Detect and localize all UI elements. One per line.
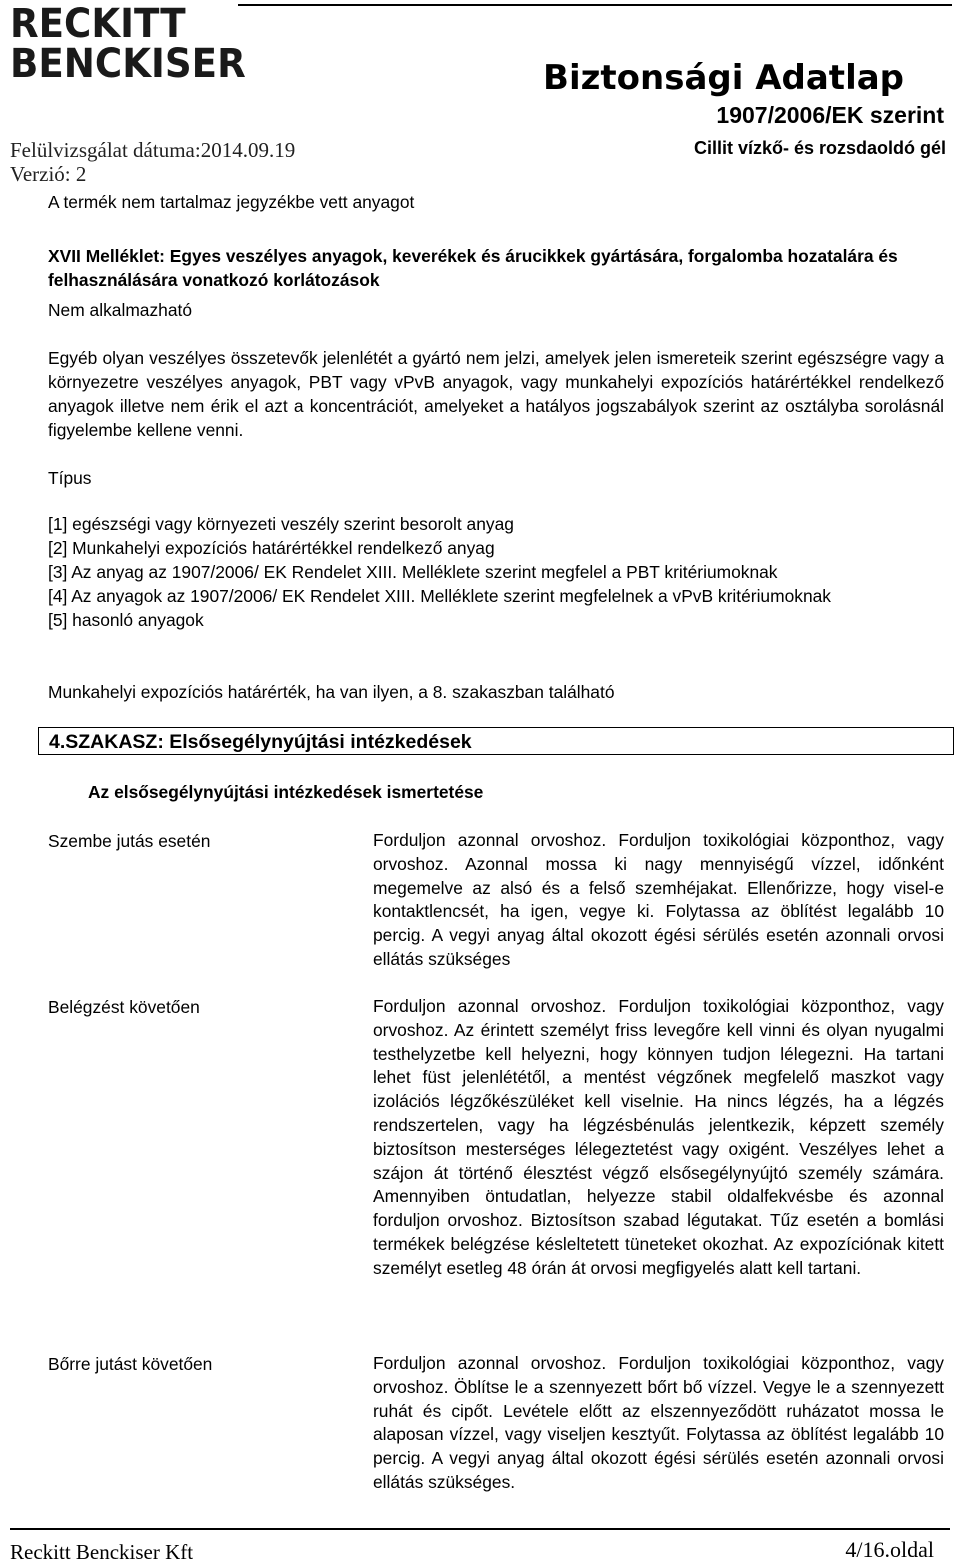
section-4-title: 4.SZAKASZ: Elsősegélynyújtási intézkedések: [49, 731, 472, 753]
other-components-paragraph: Egyéb olyan veszélyes összetevők jelenlétét a gyártó nem jelzi, amelyek jelen ismereteik szerint egészségre vagy a környezetre veszélyes anyagok, PBT vagy vPvB anyagok, vagy munkahelyi expozíciós határértékkel rendelkező anyagok illetve nem érik el azt a koncentrációt, amelyeket a hatályos jogszabályok szerint az osztályba sorolásnál figyelembe kellene venni.: [48, 348, 944, 440]
type-list: [48, 512, 944, 632]
document-title: Biztonsági Adatlap: [543, 58, 904, 98]
first-aid-subheading: Az elsősegélynyújtási intézkedések ismertetése: [88, 782, 484, 802]
logo-line-1: RECKITT: [10, 1, 186, 47]
type-label: Típus: [48, 468, 92, 488]
type-item: [2] Munkahelyi expozíciós határértékkel rendelkező anyag: [48, 538, 495, 558]
type-item: [5] hasonló anyagok: [48, 610, 204, 630]
regulation-reference: 1907/2006/EK szerint: [716, 102, 944, 128]
footer-rule: [10, 1528, 950, 1530]
header-rule: [238, 4, 952, 6]
company-logo: [10, 1, 246, 87]
eye-contact-label: Szembe jutás esetén: [48, 831, 211, 851]
version-label: Verzió: 2: [10, 162, 87, 186]
footer-company: Reckitt Benckiser Kft: [10, 1540, 194, 1564]
type-item: [3] Az anyag az 1907/2006/ EK Rendelet XIII. Melléklete szerint megfelel a PBT kritériumoknak: [48, 562, 778, 582]
skin-contact-text: Forduljon azonnal orvoshoz. Forduljon toxikológiai központhoz, vagy orvoshoz. Öblítse le a szennyezett bőrt bő vízzel. Vegye le a szennyezett ruhát és cipőt. Levétele előtt az elszennyeződött ruházatot mossa le alaposan vízzel, vagy viseljen kesztyűt. Folytassa az öblítést legalább 10 percig. A vegyi anyag által okozott égési sérülés esetén azonnali orvosi ellátás szükséges.: [373, 1353, 944, 1492]
type-item: [4] Az anyagok az 1907/2006/ EK Rendelet XIII. Melléklete szerint megfelelnek a vPvB kritériumoknak: [48, 586, 831, 606]
revision-date: Felülvizsgálat dátuma:2014.09.19: [10, 138, 296, 162]
product-name: Cillit vízkő- és rozsdaoldó gél: [693, 138, 946, 158]
type-item: [1] egészségi vagy környezeti veszély szerint besorolt anyag: [48, 514, 514, 534]
not-listed-statement: A termék nem tartalmaz jegyzékbe vett anyagot: [48, 192, 415, 212]
logo-line-2: BENCKISER: [10, 41, 246, 87]
section-4-header: [38, 727, 954, 755]
page-number: 4/16.oldal: [845, 1537, 934, 1562]
inhalation-label: Belégzést követően: [48, 997, 200, 1017]
annex-xvii-heading: XVII Melléklet: Egyes veszélyes anyagok, keverékek és árucikkek gyártására, forgalomba hozatalára és felhasználására vonatkozó korlátozások: [48, 246, 898, 290]
annex-xvii-value: Nem alkalmazható: [48, 300, 193, 320]
exposure-limit-note: Munkahelyi expozíciós határérték, ha van ilyen, a 8. szakaszban található: [48, 682, 615, 702]
inhalation-text: Forduljon azonnal orvoshoz. Forduljon toxikológiai központhoz, vagy orvoshoz. Az érintett személyt friss levegőre kell vinni és olyan nyugalmi testhelyzetbe kell helyezni, hogy könnyen tudjon lélegezni. Ha tartani lehet füst jelenlététől, a mentést végzőnek megfelelő maszkot vagy izolációs légzőkészüléket kell viselnie. Ha nincs légzés, ha a légzés rendszertelen, vagy ha légzésbénulás jelentkezik, képzett személy biztosítson mesterséges lélegeztetést vagy oxigént. Veszélyes lehet a szájon át történő élesztést végző elsősegélynyújtó személy számára. Amennyiben öntudatlan, helyezze stabil oldalfekvésbe és azonnal forduljon orvoshoz. Biztosítson szabad légutakat. Tűz esetén a bomlási termékek belégzése késleltetett tüneteket okozhat. Az expozíciónak kitett személyt esetleg 48 órán át orvosi megfigyelés alatt kell tartani.: [373, 996, 944, 1278]
eye-contact-text: Forduljon azonnal orvoshoz. Forduljon toxikológiai központhoz, vagy orvoshoz. Azonnal mossa ki nagy mennyiségű vízzel, időnként megemelve az alsó és a felső szemhéjakat. Ellenőrizze, hogy visel-e kontaktlencsét, ha igen, vegye ki. Folytassa az öblítést legalább 10 percig. A vegyi anyag által okozott égési sérülés esetén azonnali orvosi ellátás szükséges: [373, 830, 944, 969]
skin-contact-label: Bőrre jutást követően: [48, 1354, 213, 1374]
